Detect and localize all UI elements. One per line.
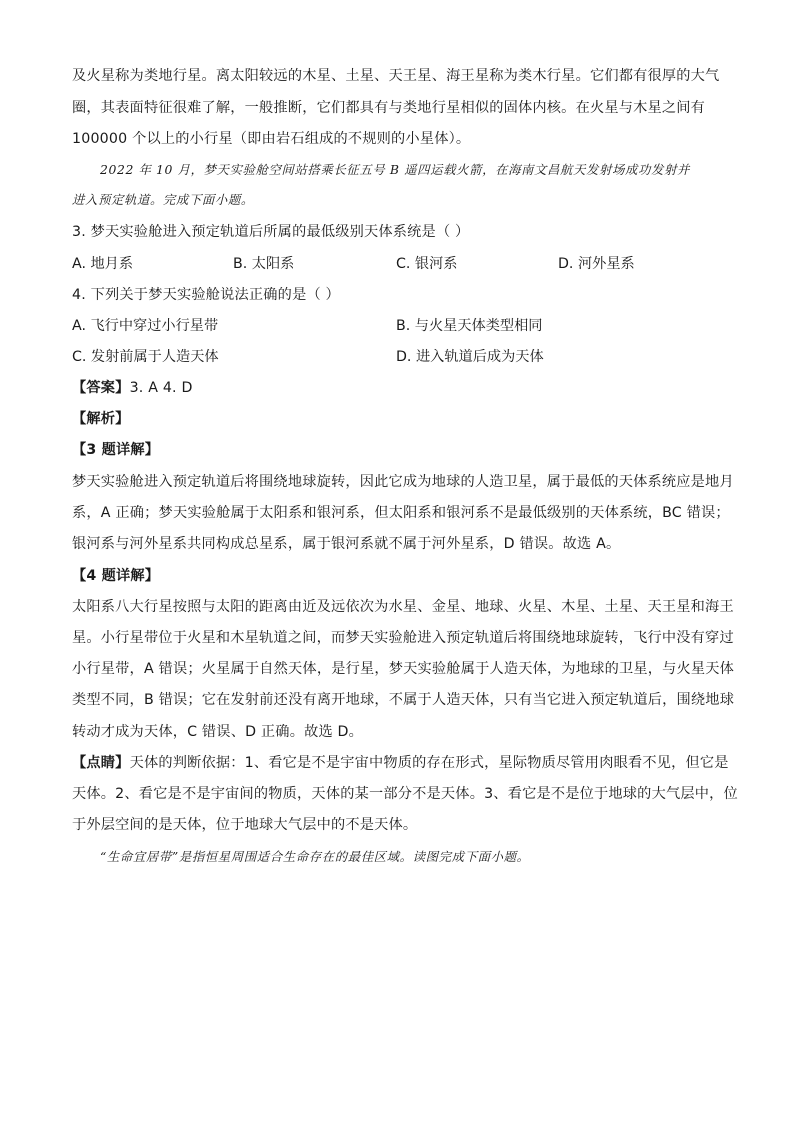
analysis-label: 【解析】 [72,411,130,427]
q3-option-d: D. 河外星系 [558,256,635,272]
detail-3-line-2: 系，A 正确；梦天实验舱属于太阳系和银河系，但太阳系和银河系不是最低级别的天体系统，BC 错误； [72,505,730,521]
q4-option-b: B. 与火星天体类型相同 [396,318,543,334]
q3-option-b: B. 太阳系 [233,256,295,272]
q3-option-a: A. 地月系 [72,256,134,272]
intro-line-2: 圈，其表面特征很难了解，一般推断，它们都具有与类地行星相似的固体内核。在火星与木星之间有 [72,100,706,116]
detail-4-line-2: 星。小行星带位于火星和木星轨道之间，而梦天实验舱进入预定轨道后将围绕地球旋转，飞行中没有穿过 [72,630,734,646]
detail-4-line-4: 类型不同，B 错误；它在发射前还没有离开地球，不属于人造天体，只有当它进入预定轨道后，围绕地球 [72,692,735,708]
answer-row [72,378,193,398]
tip-line-3: 于外层空间的是天体，位于地球大气层中的不是天体。 [72,817,418,833]
stem-line-1: 2022 年 10 月，梦天实验舱空间站搭乘长征五号 B 遥四运载火箭，在海南文昌航天发射场成功发射并 [100,162,690,177]
question-4: 4. 下列关于梦天实验舱说法正确的是（ ） [72,287,340,303]
detail-3-label: 【3 题详解】 [72,442,160,458]
detail-4-line-5: 转动才成为天体，C 错误、D 正确。故选 D。 [72,724,364,740]
q4-option-a: A. 飞行中穿过小行星带 [72,318,219,334]
tip-text-1: 天体的判断依据：1、看它是不是宇宙中物质的存在形式，星际物质尽管用肉眼看不见，但它是 [129,755,729,771]
q4-option-d: D. 进入轨道后成为天体 [396,349,544,365]
next-stem-line-1: “生命宜居带”是指恒星周围适合生命存在的最佳区域。读图完成下面小题。 [100,849,530,864]
q3-option-c: C. 银河系 [396,256,458,272]
detail-4-label: 【4 题详解】 [72,568,160,584]
tip-label: 【点睛】 [72,755,130,771]
detail-4-line-1: 太阳系八大行星按照与太阳的距离由近及远依次为水星、金星、地球、火星、木星、土星、天王星和海王 [72,599,734,615]
q4-option-c: C. 发射前属于人造天体 [72,349,219,365]
stem-line-2: 进入预定轨道。完成下面小题。 [72,192,254,207]
intro-line-3: 100000 个以上的小行星（即由岩石组成的不规则的小星体）。 [72,131,471,147]
tip-line-2: 天体。2、看它是不是宇宙间的物质，天体的某一部分不是天体。3、看它是不是位于地球的大气层中，位 [72,786,738,802]
tip-line-1 [72,753,729,773]
question-3: 3. 梦天实验舱进入预定轨道后所属的最低级别天体系统是（ ） [72,224,470,240]
detail-4-line-3: 小行星带，A 错误；火星属于自然天体，是行星，梦天实验舱属于人造天体，为地球的卫星，与火星天体 [72,661,735,677]
detail-3-line-1: 梦天实验舱进入预定轨道后将围绕地球旋转，因此它成为地球的人造卫星，属于最低的天体系统应是地月 [72,474,734,490]
answer-value: 3. A 4. D [129,380,193,396]
answer-label: 【答案】 [72,380,130,396]
intro-line-1: 及火星称为类地行星。离太阳较远的木星、土星、天王星、海王星称为类木行星。它们都有很厚的大气 [72,68,720,84]
detail-3-line-3: 银河系与河外星系共同构成总星系，属于银河系就不属于河外星系，D 错误。故选 A。 [72,536,621,552]
